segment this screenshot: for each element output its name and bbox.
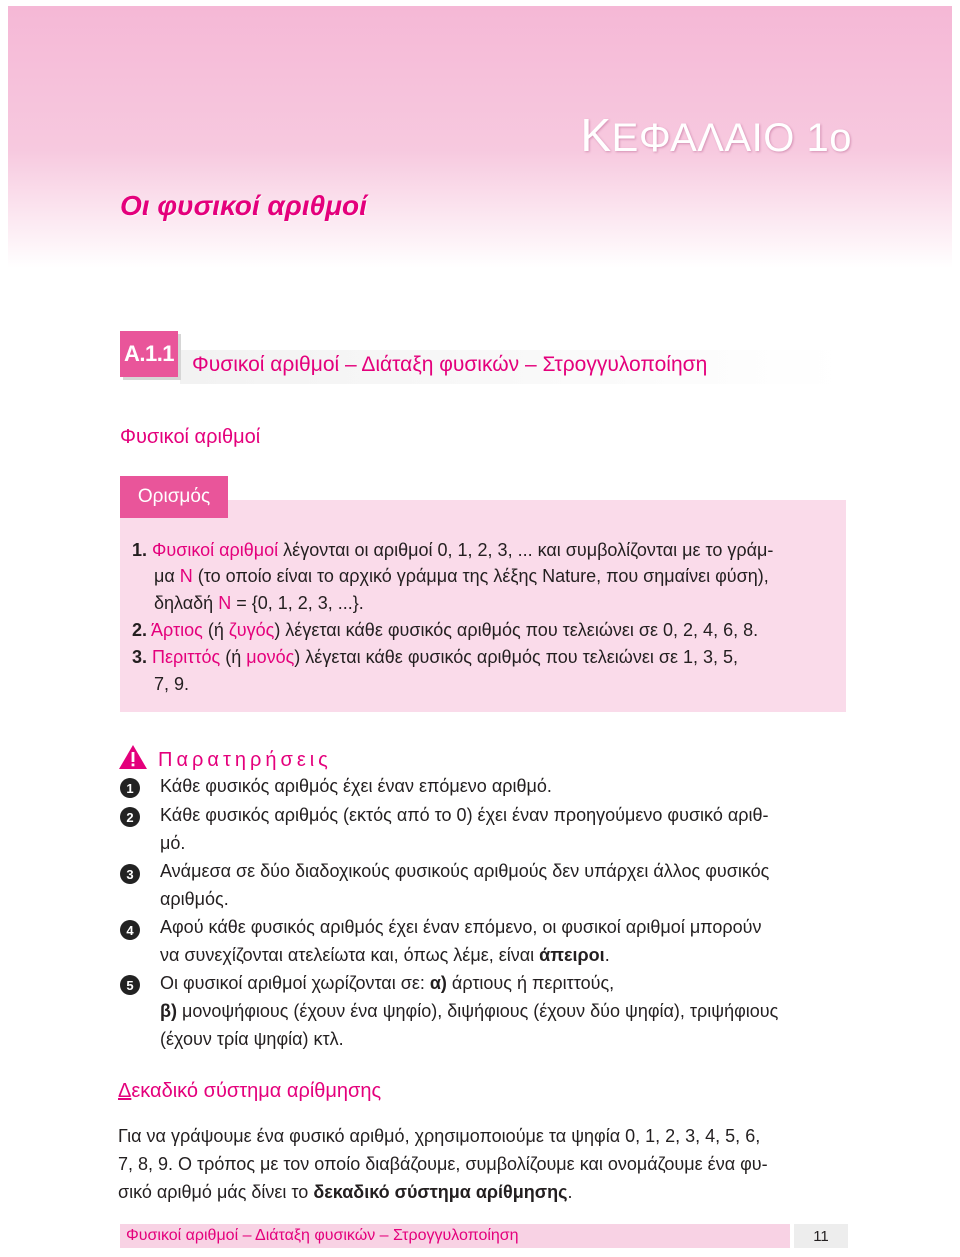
definition-text: μα (154, 566, 180, 586)
decimal-text: . (567, 1182, 573, 1202)
page-number: 11 (794, 1224, 848, 1248)
definition-term: Άρτιος (151, 620, 203, 640)
definition-text: ) λέγεται κάθε φυσικός αριθμός που τελειώνει σε 1, 3, 5, (294, 647, 739, 667)
definition-label: Ορισμός (120, 476, 228, 518)
observation-5-line-1 (160, 973, 614, 994)
chapter-title-rest: ΕΦΑΛΑΙΟ 1ο (611, 116, 852, 160)
definition-line-2 (154, 566, 769, 587)
definition-text: ) λέγεται κάθε φυσικός αριθμός που τελειώνει σε 0, 2, 4, 6, 8. (274, 620, 759, 640)
warning-icon (118, 744, 148, 770)
observation-text: να συνεχίζονται ατελείωτα και, όπως λέμε, είναι (160, 945, 540, 965)
decimal-text: σικό αριθμό μάς δίνει το (118, 1182, 314, 1202)
observation-text: άρτιους ή περιττούς, (446, 973, 615, 993)
definition-symbol: Ν (179, 566, 193, 586)
observation-5-line-2 (160, 1001, 778, 1022)
observation-4-line-2 (160, 945, 610, 966)
observation-1: Κάθε φυσικός αριθμός έχει έναν επόμενο αριθμό. (160, 776, 552, 796)
number-3-icon: 3 (120, 864, 140, 884)
observation-3-line-2: αριθμός. (160, 889, 229, 909)
definition-item-number: 1. (132, 540, 148, 560)
decimal-paragraph-line-3 (118, 1182, 572, 1203)
observation-term: άπειροι (539, 945, 605, 965)
number-1-icon: 1 (120, 778, 140, 798)
number-4-icon: 4 (120, 920, 140, 940)
definition-line-6: 7, 9. (154, 674, 190, 694)
definition-item-number: 2. (132, 620, 148, 640)
decimal-heading-initial: Δ (118, 1080, 132, 1102)
definition-text: = {0, 1, 2, 3, ...}. (231, 593, 364, 613)
definition-line-1 (132, 540, 773, 561)
definition-text: (ή (220, 647, 247, 667)
section-title: Φυσικοί αριθμοί – Διάταξη φυσικών – Στρογγυλοποίηση (192, 353, 708, 376)
number-2-icon: 2 (120, 807, 140, 827)
definition-line-5 (132, 647, 738, 668)
definition-text: (ή (202, 620, 229, 640)
observation-text: Οι φυσικοί αριθμοί χωρίζονται σε: (160, 973, 430, 993)
chapter-title (580, 108, 852, 162)
number-5-icon: 5 (120, 975, 140, 995)
observation-3-line-1: Ανάμεσα σε δύο διαδοχικούς φυσικούς αριθμούς δεν υπάρχει άλλος φυσικός (160, 861, 770, 881)
definition-item-number: 3. (132, 647, 148, 667)
observation-2-line-1: Κάθε φυσικός αριθμός (εκτός από το 0) έχει έναν προηγούμενο φυσικό αριθ- (160, 805, 769, 825)
definition-text: λέγονται οι αριθμοί 0, 1, 2, 3, ... και συμβολίζονται με το γράμ- (278, 540, 774, 560)
definition-term: μονός (246, 647, 295, 667)
observation-label: α) (429, 973, 447, 993)
decimal-heading-rest: εκαδικό σύστημα αρίθμησης (131, 1080, 382, 1102)
observation-text: μονοψήφιους (έχουν ένα ψηφίο), διψήφιους (έχουν δύο ψηφία), τριψήφιους (176, 1001, 779, 1021)
observation-2-line-2: μό. (160, 833, 186, 853)
footer-title: Φυσικοί αριθμοί – Διάταξη φυσικών – Στρογγυλοποίηση (126, 1227, 519, 1244)
definition-line-3 (154, 593, 364, 614)
definition-term: Φυσικοί αριθμοί (152, 540, 279, 560)
chapter-subtitle: Οι φυσικοί αριθμοί (120, 190, 367, 221)
observations-title: Παρατηρήσεις (158, 749, 332, 771)
observation-text: . (604, 945, 610, 965)
definition-symbol: Ν (218, 593, 232, 613)
subsection-heading: Φυσικοί αριθμοί (120, 426, 261, 448)
definition-text: δηλαδή (154, 593, 219, 613)
observation-5-line-3: (έχουν τρία ψηφία) κτλ. (160, 1029, 344, 1049)
definition-text: (το οποίο είναι το αρχικό γράμμα της λέξης Nature, που σημαίνει φύση), (192, 566, 769, 586)
decimal-term: δεκαδικό σύστημα αρίθμησης (313, 1182, 568, 1202)
decimal-paragraph-line-1: Για να γράψουμε ένα φυσικό αριθμό, χρησιμοποιούμε τα ψηφία 0, 1, 2, 3, 4, 5, 6, (118, 1126, 761, 1146)
definition-line-4 (132, 620, 758, 641)
definition-term: Περιττός (152, 647, 221, 667)
decimal-paragraph-line-2: 7, 8, 9. Ο τρόπος με τον οποίο διαβάζουμε, συμβολίζουμε και ονομάζουμε ένα φυ- (118, 1154, 768, 1174)
definition-term: ζυγός (228, 620, 275, 640)
observation-4-line-1: Αφού κάθε φυσικός αριθμός έχει έναν επόμενο, οι φυσικοί αριθμοί μπορούν (160, 917, 762, 937)
chapter-title-initial: Κ (580, 109, 612, 161)
decimal-system-heading (118, 1080, 381, 1103)
observation-label: β) (160, 1001, 177, 1021)
section-number-badge: Α.1.1 (120, 331, 178, 377)
